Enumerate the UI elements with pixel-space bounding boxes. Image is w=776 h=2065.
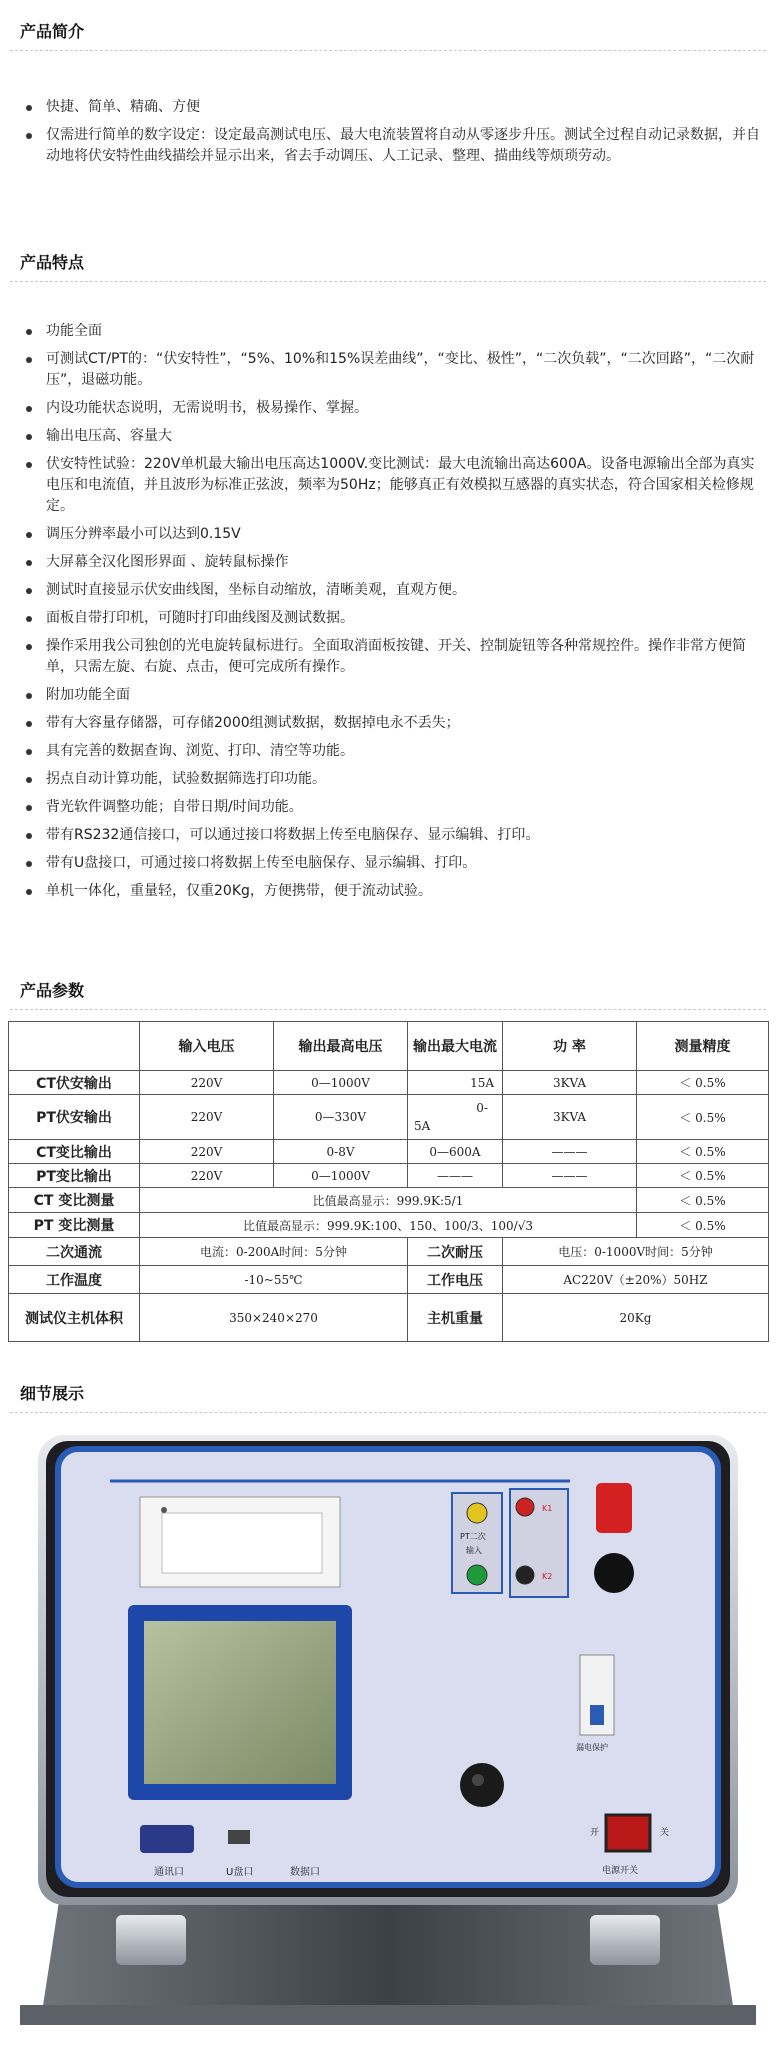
list-item: 可测试CT/PT的：“伏安特性”，“5%、10%和15%误差曲线”，“变比、极性”，“二次负载”，“二次回路”，“二次耐压”，退磁功能。 bbox=[46, 349, 762, 391]
list-item: 仅需进行简单的数字设定：设定最高测试电压、最大电流装置将自动从零逐步升压。测试全过程自动记录数据，并自动地将伏安特性曲线描绘并显示出来，省去手动调压、人工记录、整理、描曲线等烦琐劳动。 bbox=[46, 125, 762, 167]
instrument-photo bbox=[20, 1425, 756, 2045]
comm-port-icon bbox=[140, 1825, 194, 1853]
lcd-screen bbox=[144, 1621, 336, 1784]
svg-text:K1: K1 bbox=[542, 1504, 553, 1513]
section-title-params: 产品参数 bbox=[10, 978, 766, 1010]
list-item: 大屏幕全汉化图形界面 、旋转鼠标操作 bbox=[46, 552, 762, 573]
table-row: 二次通流 电流：0-200A时间：5分钟 二次耐压 电压：0-1000V时间：5分钟 bbox=[9, 1238, 769, 1266]
table-row: CT伏安输出 220V 0—1000V 15A 3KVA ＜ 0.5% bbox=[9, 1071, 769, 1095]
table-row: PT 变比测量 比值最高显示：999.9K:100、150、100/3、100/√3 ＜ 0.5% bbox=[9, 1213, 769, 1238]
list-item: 测试时直接显示伏安曲线图，坐标自动缩放，清晰美观，直观方便。 bbox=[46, 580, 762, 601]
green-terminal-icon bbox=[467, 1565, 487, 1585]
section-title-intro: 产品简介 bbox=[10, 19, 766, 51]
svg-text:PT二次: PT二次 bbox=[460, 1532, 486, 1541]
list-item: 背光软件调整功能；自带日期/时间功能。 bbox=[46, 797, 762, 818]
right-latch-icon bbox=[590, 1915, 660, 1965]
list-item: 面板自带打印机，可随时打印曲线图及测试数据。 bbox=[46, 608, 762, 629]
list-item: 带有RS232通信接口，可以通过接口将数据上传至电脑保存、显示编辑、打印。 bbox=[46, 825, 762, 846]
svg-text:漏电保护: 漏电保护 bbox=[576, 1743, 608, 1752]
svg-text:输入: 输入 bbox=[466, 1546, 482, 1555]
features-list bbox=[10, 321, 762, 909]
table-row: 工作温度 -10~55℃ 工作电压 AC220V（±20%）50HZ bbox=[9, 1266, 769, 1294]
header-accuracy: 测量精度 bbox=[637, 1022, 769, 1071]
section-title-features: 产品特点 bbox=[10, 250, 766, 282]
list-item: 附加功能全面 bbox=[46, 685, 762, 706]
table-row: PT伏安输出 220V 0—330V 0- 5A 3KVA ＜ 0.5% bbox=[9, 1095, 769, 1140]
table-row bbox=[9, 1022, 769, 1071]
params-table bbox=[8, 1021, 769, 1342]
usb-port-icon bbox=[228, 1830, 250, 1844]
rotary-knob-icon bbox=[460, 1763, 504, 1807]
list-item: 调压分辨率最小可以达到0.15V bbox=[46, 524, 762, 545]
red-terminal-icon bbox=[516, 1498, 534, 1516]
list-item: 输出电压高、容量大 bbox=[46, 426, 762, 447]
list-item: 伏安特性试验：220V单机最大输出电压高达1000V.变比测试：最大电流输出高达600A。设备电源输出全部为真实电压和电流值，并且波形为标准正弦波，频率为50Hz；能够真正有效模拟互感器的真实状态，符合国家相关检修规定。 bbox=[46, 454, 762, 517]
table-row: CT 变比测量 比值最高显示：999.9K:5/1 ＜ 0.5% bbox=[9, 1188, 769, 1213]
selector-knob-icon bbox=[594, 1553, 634, 1593]
header-input-voltage: 输入电压 bbox=[140, 1022, 274, 1071]
svg-text:电源开关: 电源开关 bbox=[602, 1866, 639, 1876]
svg-text:开: 开 bbox=[590, 1828, 600, 1838]
comm-port-label: 通讯口 bbox=[154, 1867, 184, 1878]
left-latch-icon bbox=[116, 1915, 186, 1965]
header-max-voltage: 输出最高电压 bbox=[274, 1022, 408, 1071]
data-port-label: 数据口 bbox=[290, 1867, 320, 1878]
black-terminal-icon bbox=[516, 1566, 534, 1584]
intro-list bbox=[10, 97, 762, 174]
red-switch-icon bbox=[596, 1483, 632, 1533]
list-item: 内设功能状态说明，无需说明书，极易操作、掌握。 bbox=[46, 398, 762, 419]
header-power: 功 率 bbox=[503, 1022, 637, 1071]
power-switch-icon bbox=[606, 1815, 650, 1851]
list-item: 拐点自动计算功能，试验数据筛选打印功能。 bbox=[46, 769, 762, 790]
list-item: 快捷、简单、精确、方便 bbox=[46, 97, 762, 118]
usb-port-label: U盘口 bbox=[226, 1867, 254, 1878]
section-title-detail: 细节展示 bbox=[10, 1381, 766, 1413]
table-row: 测试仪主机体积 350×240×270 主机重量 20Kg bbox=[9, 1294, 769, 1342]
list-item: 单机一体化，重量轻，仅重20Kg，方便携带，便于流动试验。 bbox=[46, 881, 762, 902]
header-max-current: 输出最大电流 bbox=[408, 1022, 503, 1071]
svg-text:关: 关 bbox=[660, 1828, 670, 1838]
list-item: 功能全面 bbox=[46, 321, 762, 342]
svg-text:K2: K2 bbox=[542, 1572, 553, 1581]
list-item: 带有U盘接口，可通过接口将数据上传至电脑保存、显示编辑、打印。 bbox=[46, 853, 762, 874]
yellow-terminal-icon bbox=[467, 1503, 487, 1523]
table-row: CT变比输出 220V 0-8V 0—600A ——— ＜ 0.5% bbox=[9, 1140, 769, 1164]
list-item: 具有完善的数据查询、浏览、打印、清空等功能。 bbox=[46, 741, 762, 762]
table-row: PT变比输出 220V 0—1000V ——— ——— ＜ 0.5% bbox=[9, 1164, 769, 1188]
list-item: 操作采用我公司独创的光电旋转鼠标进行。全面取消面板按键、开关、控制旋钮等各种常规控件。操作非常方便简单，只需左旋、右旋、点击，便可完成所有操作。 bbox=[46, 636, 762, 678]
list-item: 带有大容量存储器，可存储2000组测试数据，数据掉电永不丢失； bbox=[46, 713, 762, 734]
